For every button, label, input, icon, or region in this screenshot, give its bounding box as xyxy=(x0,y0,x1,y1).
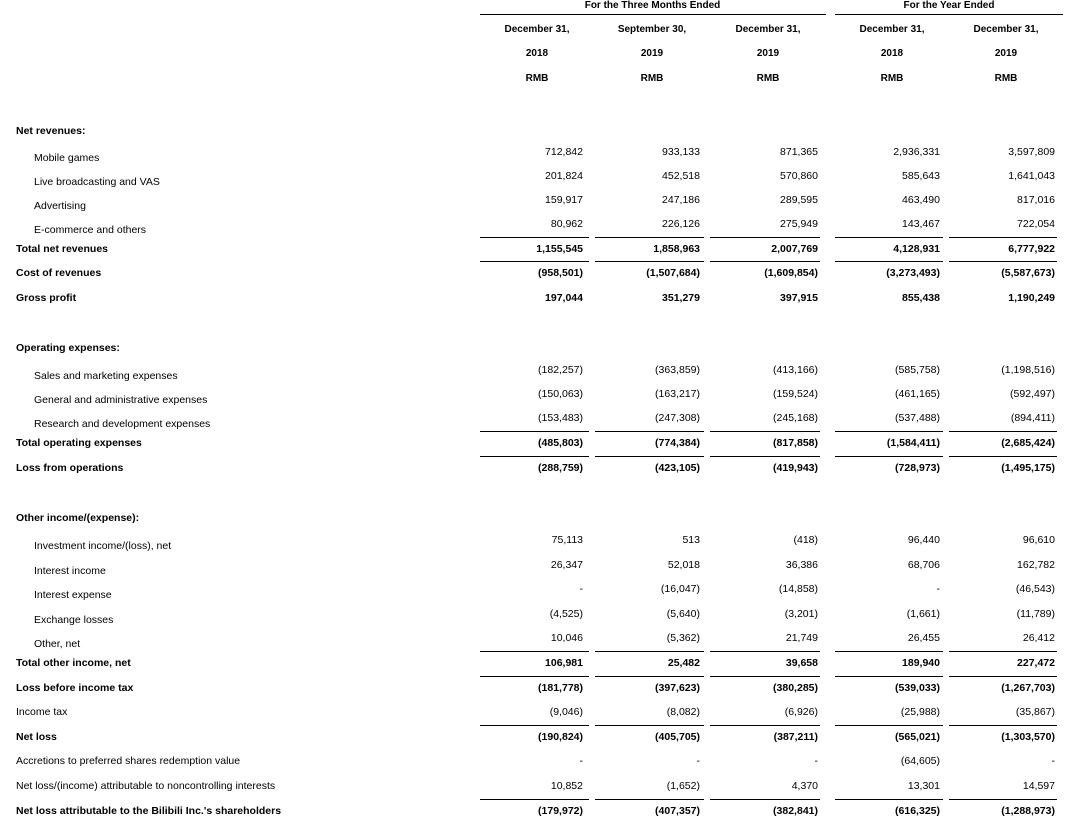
row-value: - xyxy=(696,755,700,767)
row-value: (163,217) xyxy=(655,388,700,400)
column-rule xyxy=(835,725,943,726)
column-rule xyxy=(949,237,1057,238)
row-value: 817,016 xyxy=(1017,194,1055,206)
column-rule xyxy=(480,456,589,457)
row-value: 933,133 xyxy=(662,146,700,158)
row-value: 96,610 xyxy=(1022,534,1055,546)
row-value: (11,789) xyxy=(1016,608,1055,620)
column-header-currency: RMB xyxy=(994,73,1018,84)
row-value: 52,018 xyxy=(667,559,700,571)
row-label: Exchange losses xyxy=(34,614,114,626)
row-value: 26,347 xyxy=(550,559,583,571)
row-value: 397,915 xyxy=(780,292,818,304)
row-value: (485,803) xyxy=(538,437,583,449)
row-value: (16,047) xyxy=(660,583,700,595)
row-value: - xyxy=(1051,755,1055,767)
column-rule xyxy=(710,676,820,677)
row-value: 21,749 xyxy=(785,632,818,644)
column-rule xyxy=(949,431,1057,432)
column-rule xyxy=(835,676,943,677)
row-value: (382,841) xyxy=(773,805,818,817)
column-rule xyxy=(835,456,943,457)
row-label: Investment income/(loss), net xyxy=(34,540,172,552)
row-value: (423,105) xyxy=(655,462,700,474)
row-value: (150,063) xyxy=(538,388,583,400)
row-value: (894,411) xyxy=(1010,412,1055,424)
row-value: (1,198,516) xyxy=(1001,364,1055,376)
row-value: 162,782 xyxy=(1017,559,1055,571)
column-rule xyxy=(949,261,1057,262)
row-value: (418) xyxy=(793,534,818,546)
row-value: (9,046) xyxy=(549,706,583,718)
column-rule xyxy=(949,651,1057,652)
row-label: Net revenues: xyxy=(16,125,86,137)
column-header-date: September 30, xyxy=(617,24,687,35)
column-header-currency: RMB xyxy=(880,73,904,84)
row-value: 226,126 xyxy=(662,218,700,230)
row-label: Loss from operations xyxy=(16,462,124,474)
row-value: (1,507,684) xyxy=(646,267,700,279)
row-value: (153,483) xyxy=(538,412,583,424)
row-value: (247,308) xyxy=(655,412,700,424)
row-value: 6,777,922 xyxy=(1008,243,1055,255)
column-rule xyxy=(710,431,820,432)
column-header-year: 2019 xyxy=(994,48,1018,59)
row-label: Total net revenues xyxy=(16,243,108,255)
row-value: (181,778) xyxy=(538,682,583,694)
column-rule xyxy=(835,237,943,238)
row-value: (2,685,424) xyxy=(1001,437,1055,449)
row-value: 68,706 xyxy=(907,559,940,571)
row-value: - xyxy=(579,755,583,767)
row-value: (182,257) xyxy=(538,364,583,376)
row-value: (592,497) xyxy=(1010,388,1055,400)
row-label: Live broadcasting and VAS xyxy=(34,176,160,188)
row-value: (537,488) xyxy=(895,412,940,424)
row-value: (179,972) xyxy=(538,805,583,817)
row-label: Accretions to preferred shares redemption value xyxy=(16,755,241,767)
row-value: 4,370 xyxy=(791,780,818,792)
row-label: Gross profit xyxy=(16,292,77,304)
row-value: 463,490 xyxy=(902,194,940,206)
row-value: (25,988) xyxy=(900,706,940,718)
column-rule xyxy=(710,651,820,652)
row-value: (397,623) xyxy=(655,682,700,694)
column-rule xyxy=(595,456,704,457)
row-value: - xyxy=(579,583,583,595)
row-value: (6,926) xyxy=(784,706,818,718)
column-rule xyxy=(710,237,820,238)
row-value: (64,605) xyxy=(900,755,940,767)
column-rule xyxy=(480,237,589,238)
column-header-year: 2018 xyxy=(880,48,904,59)
row-value: (817,858) xyxy=(773,437,818,449)
row-label: Net loss/(income) attributable to noncontrolling interests xyxy=(16,780,276,792)
column-rule xyxy=(835,651,943,652)
row-value: (35,867) xyxy=(1015,706,1055,718)
row-label: E-commerce and others xyxy=(34,224,147,236)
row-value: 1,155,545 xyxy=(536,243,583,255)
row-value: 452,518 xyxy=(662,170,700,182)
column-rule xyxy=(480,261,589,262)
row-label: Net loss xyxy=(16,731,57,743)
column-rule xyxy=(710,456,820,457)
row-value: (1,495,175) xyxy=(1001,462,1055,474)
header-group-year: For the Year Ended xyxy=(903,0,995,11)
row-label: Sales and marketing expenses xyxy=(34,370,178,382)
row-label: Other, net xyxy=(34,638,81,650)
row-value: 96,440 xyxy=(907,534,940,546)
row-value: (1,652) xyxy=(666,780,700,792)
row-value: (5,640) xyxy=(666,608,700,620)
row-value: 189,940 xyxy=(902,657,940,669)
row-value: 201,824 xyxy=(545,170,583,182)
row-value: (3,201) xyxy=(784,608,818,620)
row-value: (1,661) xyxy=(906,608,940,620)
row-value: 106,981 xyxy=(545,657,583,669)
column-rule xyxy=(595,261,704,262)
column-rule xyxy=(595,237,704,238)
row-value: (46,543) xyxy=(1015,583,1055,595)
header-group-year-rule xyxy=(835,14,1063,15)
row-value: 39,658 xyxy=(785,657,818,669)
row-label: General and administrative expenses xyxy=(34,394,208,406)
row-label: Advertising xyxy=(34,200,86,212)
row-value: (774,384) xyxy=(655,437,700,449)
row-label: Income tax xyxy=(16,706,68,718)
row-value: 13,301 xyxy=(907,780,940,792)
column-rule xyxy=(835,799,943,800)
row-value: (413,166) xyxy=(773,364,818,376)
row-value: - xyxy=(814,755,818,767)
row-value: (419,943) xyxy=(773,462,818,474)
row-value: (190,824) xyxy=(538,731,583,743)
row-value: (380,285) xyxy=(773,682,818,694)
row-value: (1,303,570) xyxy=(1001,731,1055,743)
column-rule xyxy=(480,431,589,432)
row-value: 722,054 xyxy=(1017,218,1055,230)
row-label: Cost of revenues xyxy=(16,267,102,279)
column-rule xyxy=(710,725,820,726)
column-rule xyxy=(949,725,1057,726)
row-value: (5,362) xyxy=(666,632,700,644)
row-label: Interest expense xyxy=(34,589,112,601)
row-label: Operating expenses: xyxy=(16,342,120,354)
row-value: (616,325) xyxy=(895,805,940,817)
row-value: (288,759) xyxy=(538,462,583,474)
row-value: (387,211) xyxy=(773,731,818,743)
row-value: 1,190,249 xyxy=(1008,292,1055,304)
row-value: (958,501) xyxy=(538,267,583,279)
row-value: - xyxy=(936,583,940,595)
column-header-date: December 31, xyxy=(973,24,1039,35)
column-header-date: December 31, xyxy=(735,24,801,35)
row-value: (565,021) xyxy=(895,731,940,743)
row-value: (585,758) xyxy=(895,364,940,376)
column-header-currency: RMB xyxy=(640,73,664,84)
row-value: (407,357) xyxy=(655,805,700,817)
column-rule xyxy=(595,676,704,677)
row-value: 1,858,963 xyxy=(653,243,700,255)
row-value: 712,842 xyxy=(545,146,583,158)
row-value: 26,455 xyxy=(907,632,940,644)
row-label: Net loss attributable to the Bilibili Inc.'s shareholders xyxy=(16,805,282,817)
column-rule xyxy=(835,261,943,262)
row-value: (461,165) xyxy=(895,388,940,400)
row-value: 75,113 xyxy=(551,534,583,546)
column-rule xyxy=(595,431,704,432)
column-header-currency: RMB xyxy=(756,73,780,84)
column-rule xyxy=(480,799,589,800)
row-value: 159,917 xyxy=(545,194,583,206)
column-header-year: 2019 xyxy=(640,48,664,59)
row-value: 855,438 xyxy=(902,292,940,304)
row-value: 247,186 xyxy=(662,194,700,206)
column-rule xyxy=(949,799,1057,800)
row-value: 197,044 xyxy=(545,292,583,304)
row-label: Other income/(expense): xyxy=(16,512,140,524)
column-rule xyxy=(595,725,704,726)
row-value: (1,609,854) xyxy=(764,267,818,279)
row-value: 3,597,809 xyxy=(1008,146,1055,158)
row-value: (159,524) xyxy=(773,388,818,400)
row-value: 10,046 xyxy=(550,632,583,644)
row-label: Loss before income tax xyxy=(16,682,134,694)
row-value: (8,082) xyxy=(666,706,700,718)
row-label: Total other income, net xyxy=(16,657,131,669)
row-value: (245,168) xyxy=(773,412,818,424)
column-rule xyxy=(949,676,1057,677)
row-value: 10,852 xyxy=(550,780,583,792)
row-label: Mobile games xyxy=(34,152,100,164)
column-header-year: 2019 xyxy=(756,48,780,59)
column-header-date: December 31, xyxy=(859,24,925,35)
row-label: Interest income xyxy=(34,565,106,577)
row-value: 585,643 xyxy=(902,170,940,182)
column-header-currency: RMB xyxy=(525,73,549,84)
header-group-three-months-rule xyxy=(480,14,826,15)
row-label: Total operating expenses xyxy=(16,437,142,449)
column-rule xyxy=(480,676,589,677)
row-value: 1,641,043 xyxy=(1008,170,1055,182)
row-value: 143,467 xyxy=(902,218,940,230)
row-value: 871,365 xyxy=(780,146,818,158)
column-rule xyxy=(710,261,820,262)
row-value: (539,033) xyxy=(895,682,940,694)
column-rule xyxy=(835,431,943,432)
column-rule xyxy=(480,651,589,652)
column-rule xyxy=(595,651,704,652)
row-value: 289,595 xyxy=(780,194,818,206)
row-value: 2,936,331 xyxy=(893,146,940,158)
row-value: (728,973) xyxy=(895,462,940,474)
row-value: (3,273,493) xyxy=(886,267,940,279)
row-value: 2,007,769 xyxy=(771,243,818,255)
row-value: 513 xyxy=(682,534,700,546)
row-value: (405,705) xyxy=(655,731,700,743)
row-value: (14,858) xyxy=(778,583,818,595)
row-value: (1,267,703) xyxy=(1001,682,1055,694)
row-value: 275,949 xyxy=(780,218,818,230)
row-value: 36,386 xyxy=(785,559,818,571)
row-label: Research and development expenses xyxy=(34,418,211,430)
row-value: (4,525) xyxy=(549,608,583,620)
row-value: 4,128,931 xyxy=(893,243,940,255)
row-value: (5,587,673) xyxy=(1001,267,1055,279)
column-rule xyxy=(949,456,1057,457)
row-value: 26,412 xyxy=(1022,632,1055,644)
row-value: (1,288,973) xyxy=(1001,805,1055,817)
row-value: 570,860 xyxy=(780,170,818,182)
row-value: 14,597 xyxy=(1022,780,1055,792)
row-value: 227,472 xyxy=(1017,657,1055,669)
row-value: (1,584,411) xyxy=(886,437,940,449)
column-rule xyxy=(710,799,820,800)
row-value: 80,962 xyxy=(550,218,583,230)
column-rule xyxy=(480,725,589,726)
column-header-date: December 31, xyxy=(504,24,570,35)
row-value: 25,482 xyxy=(667,657,700,669)
header-group-three-months: For the Three Months Ended xyxy=(584,0,721,11)
column-rule xyxy=(595,799,704,800)
row-value: 351,279 xyxy=(662,292,700,304)
row-value: (363,859) xyxy=(655,364,700,376)
column-header-year: 2018 xyxy=(525,48,549,59)
